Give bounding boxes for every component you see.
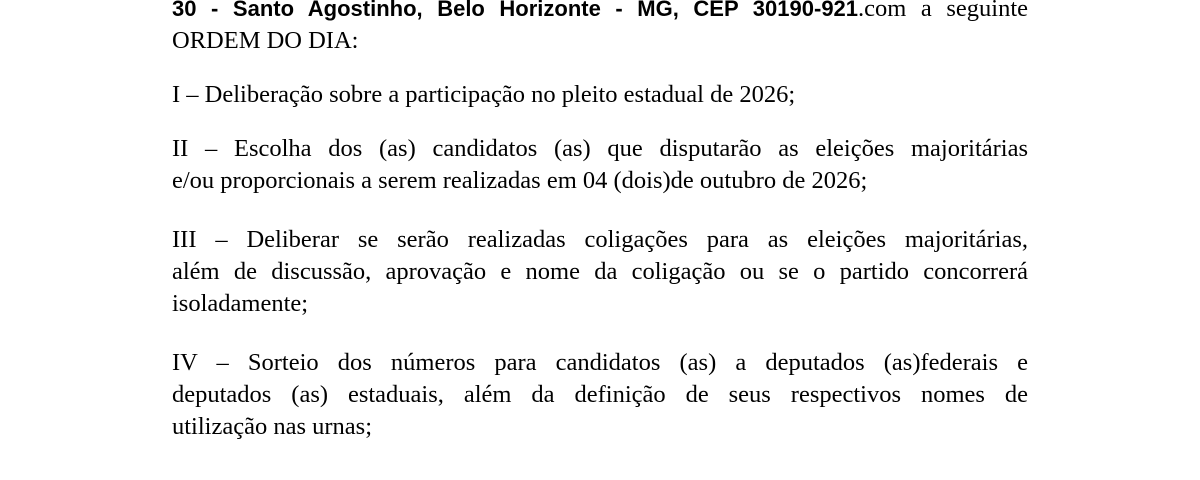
agenda-title: ORDEM DO DIA:	[172, 27, 359, 54]
agenda-item-line: e/ou proporcionais a serem realizadas em 04 (dois)de outubro de 2026;	[172, 167, 868, 194]
address-bold-text: 30 - Santo Agostinho, Belo Horizonte - MG, CEP 30190-921	[172, 0, 859, 21]
agenda-item-line: II – Escolha dos (as) candidatos (as) que disputarão as eleições majoritárias	[172, 135, 1028, 162]
agenda-item-3	[172, 224, 1028, 320]
agenda-item-line: isoladamente;	[172, 290, 309, 317]
agenda-item-line: IV – Sorteio dos números para candidatos (as) a deputados (as)federais e	[172, 349, 1028, 376]
agenda-item-1	[172, 79, 1028, 111]
agenda-item-line: além de discussão, aprovação e nome da coligação ou se o partido concorrerá	[172, 258, 1028, 285]
address-line	[172, 0, 1028, 25]
agenda-item-2	[172, 133, 1028, 197]
agenda-item-line: III – Deliberar se serão realizadas coligações para as eleições majoritárias,	[172, 226, 1028, 253]
agenda-item-line: I – Deliberação sobre a participação no pleito estadual de 2026;	[172, 81, 796, 108]
meeting-header	[172, 0, 1028, 57]
address-tail-text: .com a seguinte	[858, 0, 1029, 22]
agenda-item-line: deputados (as) estaduais, além da definição de seus respectivos nomes de	[172, 381, 1028, 408]
agenda-item-4	[172, 347, 1028, 443]
agenda-item-line: utilização nas urnas;	[172, 413, 373, 440]
